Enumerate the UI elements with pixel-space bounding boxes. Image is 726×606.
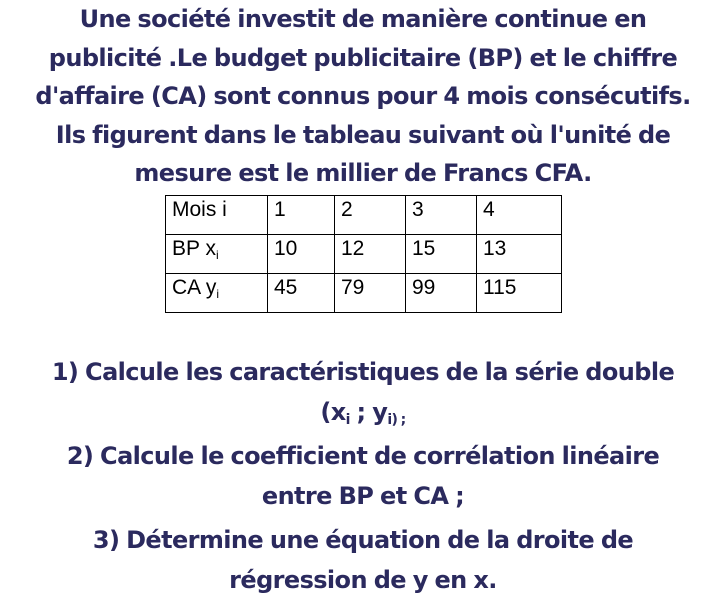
- table-cell: 13: [477, 235, 562, 274]
- table-cell: 2: [335, 196, 406, 235]
- intro-line-4: Ils figurent dans le tableau suivant où l'unité de: [55, 120, 671, 149]
- data-table: [165, 195, 562, 313]
- table-cell: 1: [268, 196, 335, 235]
- row-header-mois: Mois i: [166, 196, 268, 235]
- row-header-ca: CA $y_i$: [166, 274, 268, 313]
- table-cell: 3: [406, 196, 477, 235]
- table-cell: 79: [335, 274, 406, 313]
- table-cell: 15: [406, 235, 477, 274]
- row-header-bp: BP $x_i$: [166, 235, 268, 274]
- intro-line-1: Une société investit de manière continue en: [79, 5, 647, 33]
- table-cell: 10: [268, 235, 335, 274]
- question-3-line-2: régression de y en x.: [229, 566, 497, 594]
- question-2-line-1: 2) Calcule le coefficient de corrélation linéaire: [66, 442, 660, 470]
- table-cell: 12: [335, 235, 406, 274]
- question-1-line-1: 1) Calcule les caractéristiques de la série double: [51, 358, 675, 386]
- question-1-line-2: ($x_i$ ; yi) ;: [320, 398, 406, 428]
- table-cell: 45: [268, 274, 335, 313]
- table-cell: 99: [406, 274, 477, 313]
- intro-line-3: d'affaire (CA) sont connus pour 4 mois consécutifs.: [35, 82, 691, 110]
- table-row: [166, 274, 562, 313]
- question-2-line-2: entre BP et CA ;: [261, 482, 465, 510]
- questions: [0, 352, 726, 600]
- intro-line-2: publicité .Le budget publicitaire (BP) et le chiffre: [48, 43, 678, 72]
- table-row: [166, 196, 562, 235]
- table-cell: 115: [477, 274, 562, 313]
- question-3-line-1: 3) Détermine une équation de la droite de: [92, 526, 634, 554]
- intro-line-5: mesure est le millier de Francs CFA.: [134, 159, 592, 187]
- table-cell: 4: [477, 196, 562, 235]
- table-row: [166, 235, 562, 274]
- problem-statement: [0, 0, 726, 193]
